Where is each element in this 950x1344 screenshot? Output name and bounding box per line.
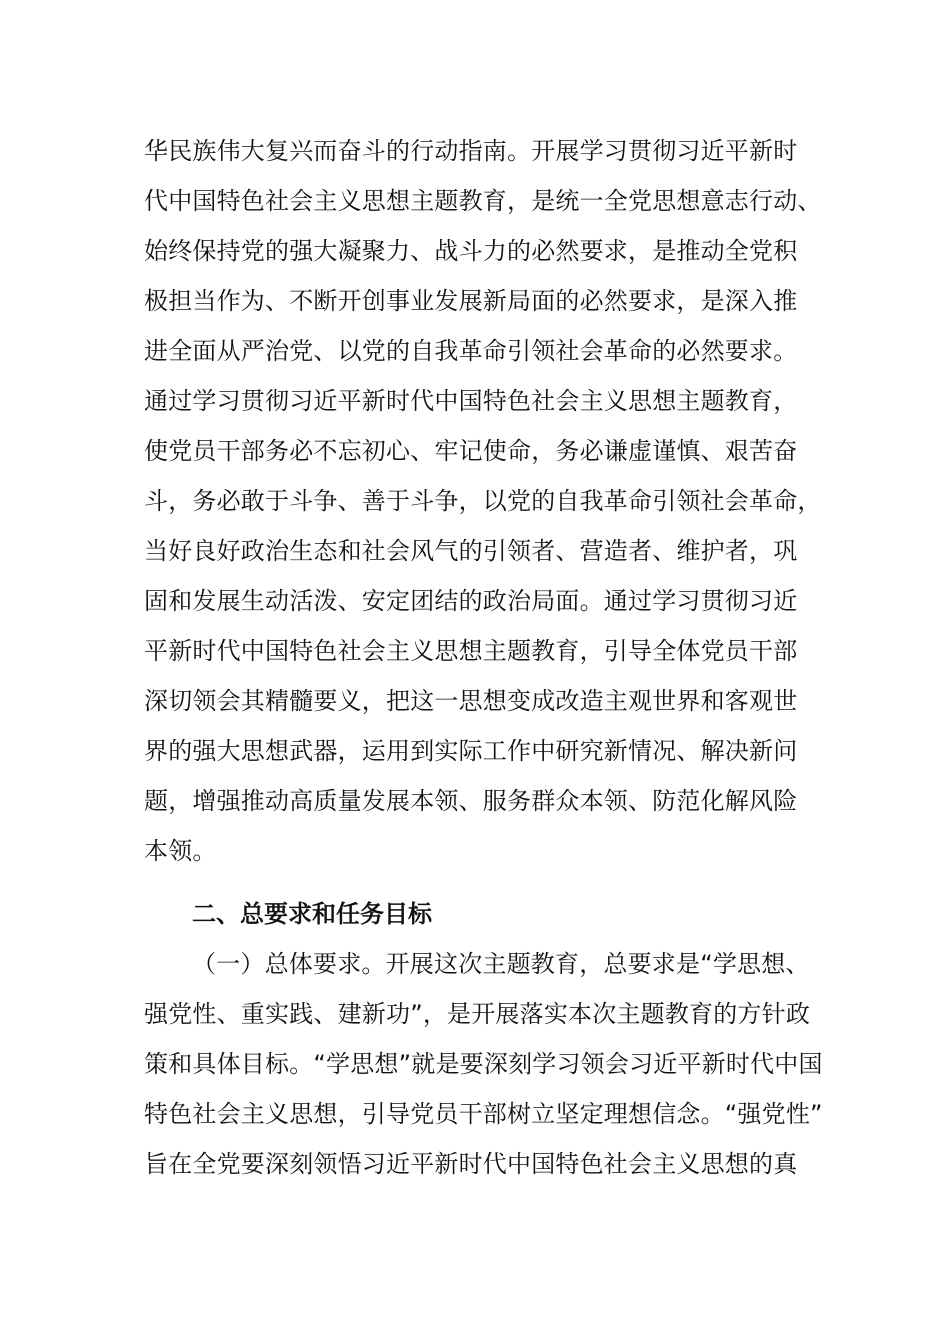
text-line: 界的强大思想武器，运用到实际工作中研究新情况、解决新问 bbox=[144, 737, 798, 765]
text-line: 使党员干部务必不忘初心、牢记使命，务必谦虚谨慎、艰苦奋 bbox=[144, 437, 798, 465]
text-line: 始终保持党的强大凝聚力、战斗力的必然要求，是推动全党积 bbox=[144, 237, 798, 265]
text-line: 平新时代中国特色社会主义思想主题教育，引导全体党员干部 bbox=[144, 637, 798, 665]
text-line: 固和发展生动活泼、安定团结的政治局面。通过学习贯彻习近 bbox=[144, 587, 798, 615]
text-line: 题，增强推动高质量发展本领、服务群众本领、防范化解风险 bbox=[144, 787, 798, 815]
text-line: 强党性、重实践、建新功”，是开展落实本次主题教育的方针政 bbox=[144, 1000, 811, 1028]
text-line: 斗，务必敢于斗争、善于斗争，以党的自我革命引领社会革命， bbox=[144, 487, 822, 515]
text-line: （一）总体要求。开展这次主题教育，总要求是“学思想、 bbox=[192, 950, 810, 978]
text-line: 通过学习贯彻习近平新时代中国特色社会主义思想主题教育， bbox=[144, 387, 798, 415]
text-line: 极担当作为、不断开创事业发展新局面的必然要求，是深入推 bbox=[144, 287, 798, 315]
section-heading: 二、总要求和任务目标 bbox=[192, 900, 432, 928]
text-line: 华民族伟大复兴而奋斗的行动指南。开展学习贯彻习近平新时 bbox=[144, 137, 798, 165]
text-line: 本领。 bbox=[144, 837, 217, 865]
text-line: 进全面从严治党、以党的自我革命引领社会革命的必然要求。 bbox=[144, 337, 798, 365]
text-line: 深切领会其精髓要义，把这一思想变成改造主观世界和客观世 bbox=[144, 687, 798, 715]
text-line: 旨在全党要深刻领悟习近平新时代中国特色社会主义思想的真 bbox=[144, 1150, 798, 1178]
text-line: 策和具体目标。“学思想”就是要深刻学习领会习近平新时代中国 bbox=[144, 1050, 823, 1078]
text-line: 特色社会主义思想，引导党员干部树立坚定理想信念。“强党性” bbox=[144, 1100, 823, 1128]
text-line: 当好良好政治生态和社会风气的引领者、营造者、维护者，巩 bbox=[144, 537, 798, 565]
text-line: 代中国特色社会主义思想主题教育，是统一全党思想意志行动、 bbox=[144, 187, 822, 215]
